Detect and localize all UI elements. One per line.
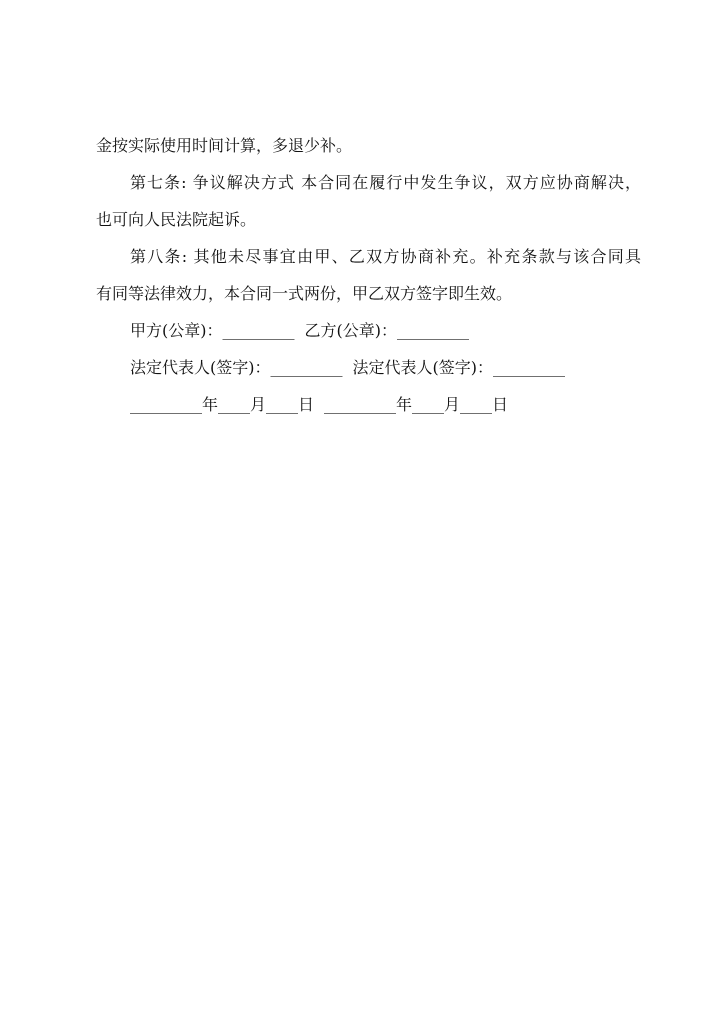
party-a-date: _________年____月____日 [130,395,315,414]
article-7-line-2: 也可向人民法院起诉。 [96,210,257,229]
article-7-line-1: 第七条: 争议解决方式 本合同在履行中发生争议，双方应协商解决， [130,173,641,192]
document-body [96,131,641,427]
party-b-seal: 乙方(公章)：_________ [304,321,469,340]
party-b-representative: 法定代表人(签字)：_________ [352,358,565,377]
seal-row [96,316,641,353]
article-8-line-1: 第八条: 其他未尽事宜由甲、乙双方协商补充。补充条款与该合同具 [130,247,641,266]
party-a-seal: 甲方(公章)：_________ [130,321,295,340]
representative-row [96,353,641,390]
paragraph-6-tail: 金按实际使用时间计算，多退少补。 [96,136,353,155]
article-8-line-2: 有同等法律效力，本合同一式两份，甲乙双方签字即生效。 [96,284,513,303]
date-row [96,390,641,427]
party-b-date: _________年____月____日 [324,395,509,414]
party-a-representative: 法定代表人(签字)：_________ [130,358,343,377]
